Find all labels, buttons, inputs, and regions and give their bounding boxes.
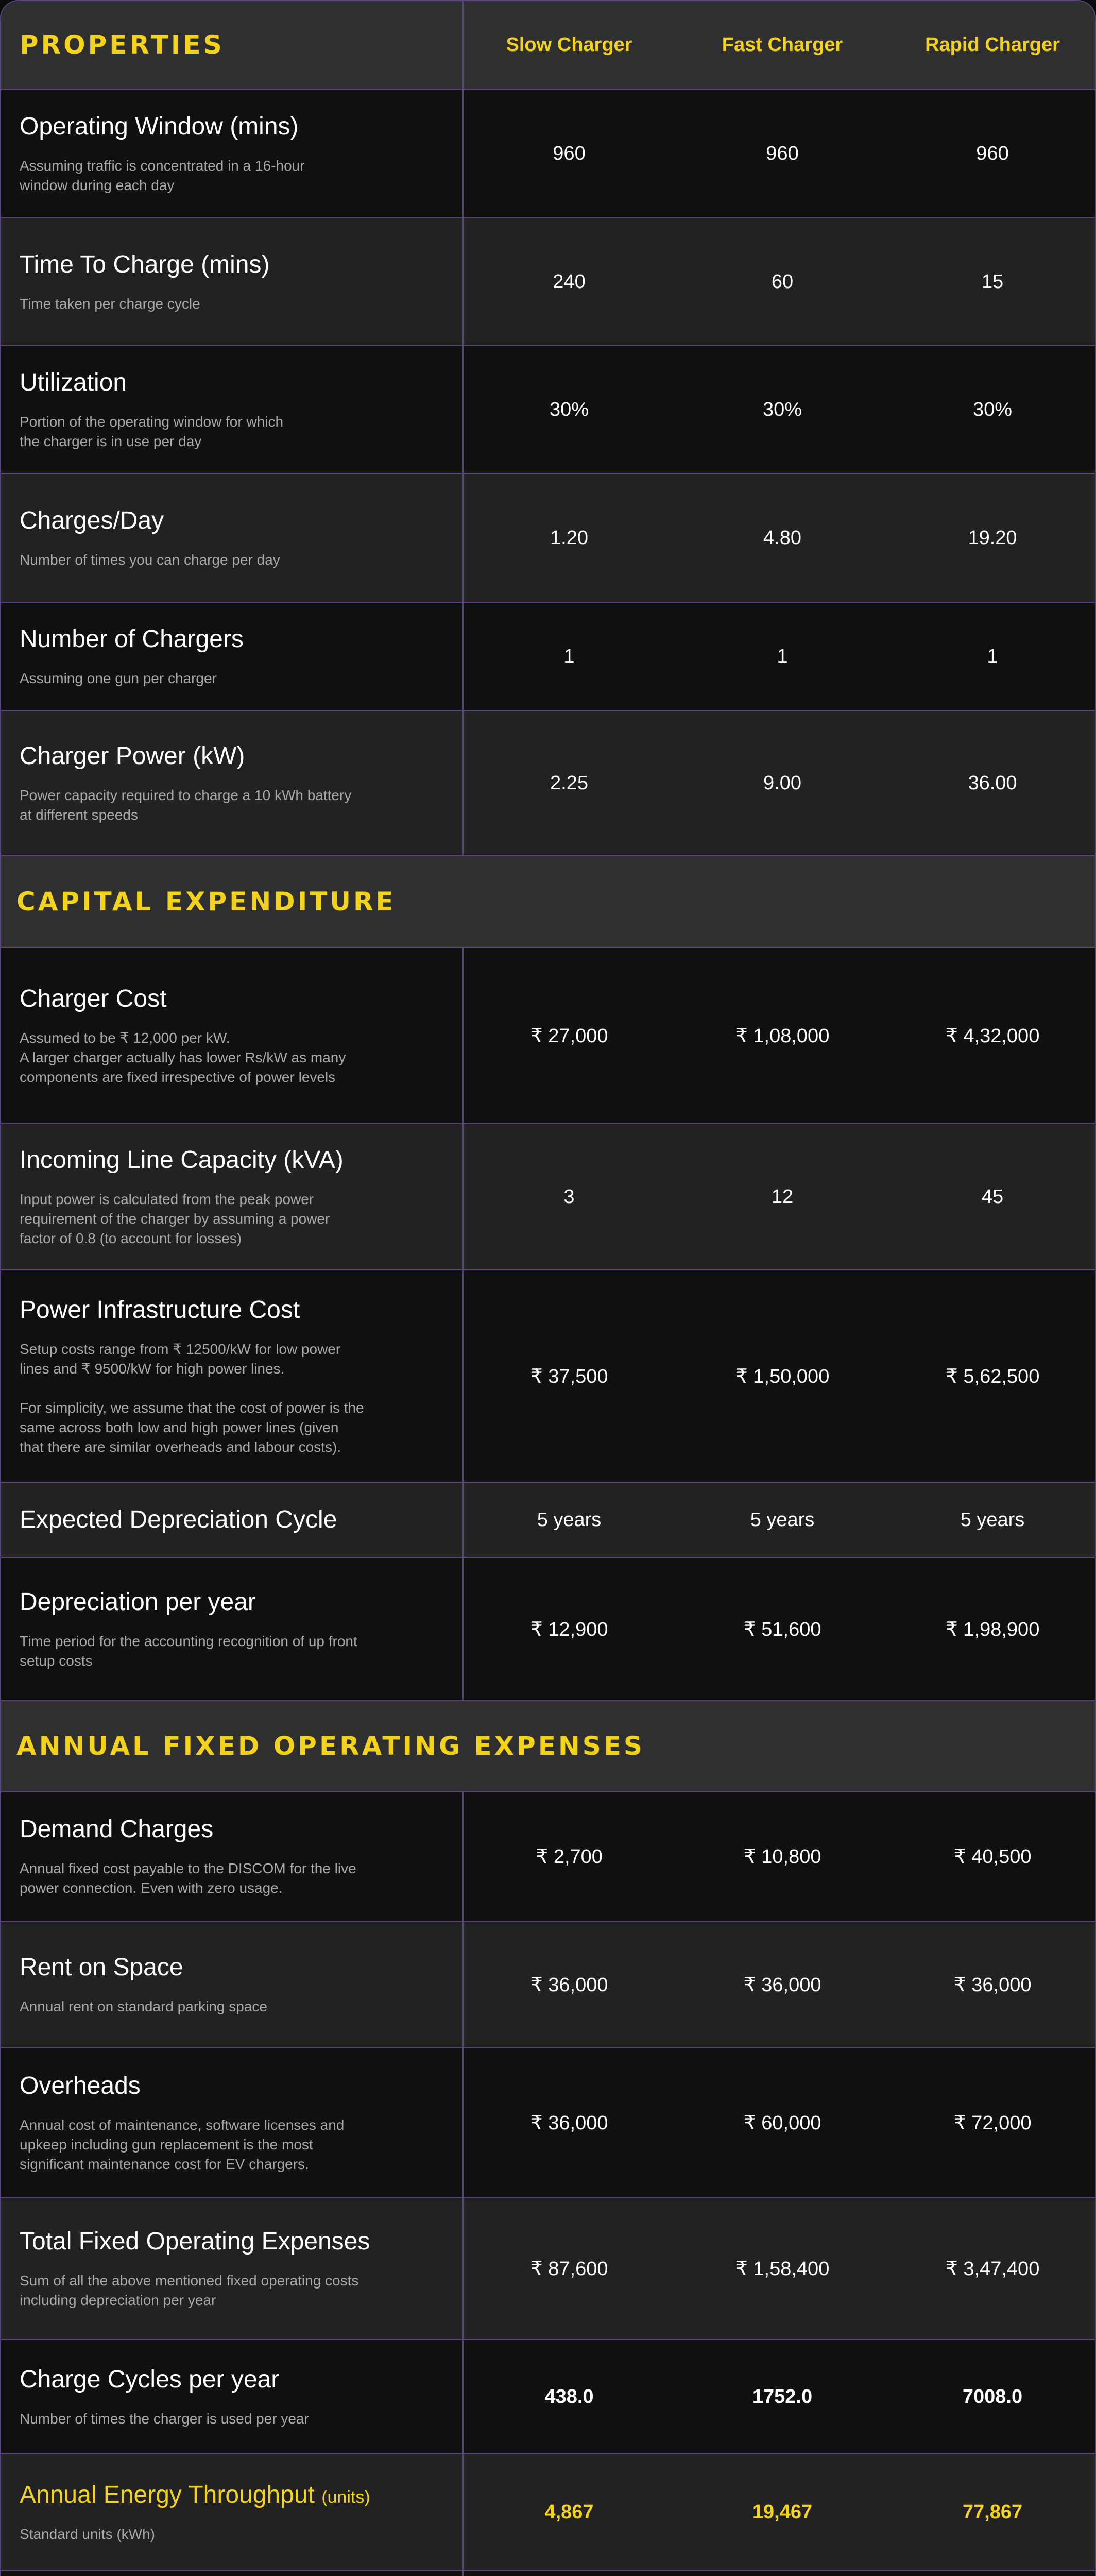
row-label: Number of Chargers — [20, 625, 244, 653]
value-slow: ₹ 36,000 — [530, 2112, 608, 2134]
table-row — [1, 1270, 1095, 1483]
table-row — [1, 2454, 1095, 2571]
value-slow: 4,867 — [544, 2501, 594, 2523]
value-fast: 60 — [771, 270, 794, 293]
table-row — [1, 603, 1095, 711]
value-slow: ₹ 12,900 — [530, 1618, 608, 1640]
value-rapid: 19.20 — [968, 527, 1017, 549]
col-slow-charger: Slow Charger — [506, 33, 632, 56]
row-label-text: Annual Energy Throughput — [20, 2481, 315, 2509]
value-rapid: ₹ 72,000 — [953, 2112, 1032, 2134]
row-label: Depreciation per year — [20, 1588, 256, 1616]
value-slow: 1.20 — [550, 527, 588, 549]
value-rapid: 7008.0 — [962, 2385, 1023, 2408]
value-rapid: 45 — [981, 1185, 1004, 1208]
row-desc: Annual rent on standard parking space — [20, 1998, 267, 2014]
row-label: Charger Cost — [20, 985, 167, 1013]
row-desc: Number of times you can charge per day — [20, 551, 280, 568]
value-fast: ₹ 51,600 — [743, 1618, 821, 1640]
value-fast: 1752.0 — [752, 2385, 813, 2408]
value-rapid: ₹ 3,47,400 — [945, 2258, 1040, 2280]
value-rapid: ₹ 1,98,900 — [945, 1618, 1040, 1640]
row-desc: Assumed to be ₹ 12,000 per kW. A larger charger actually has lower Rs/kW as many components are fixed irrespective of power levels — [20, 1029, 346, 1085]
table-row — [1, 1792, 1095, 1922]
row-desc: Portion of the operating window for which the charger is in use per day — [20, 413, 284, 449]
row-label-unit: (units) — [321, 2487, 370, 2507]
row-label: Power Infrastructure Cost — [20, 1296, 300, 1324]
value-slow: 3 — [563, 1185, 575, 1208]
value-slow: 5 years — [537, 1509, 602, 1531]
table-row — [1, 90, 1095, 218]
section-header-opex — [1, 1701, 1095, 1792]
value-fast: ₹ 1,58,400 — [735, 2258, 830, 2280]
table-row — [1, 2048, 1095, 2198]
row-desc: Annual fixed cost payable to the DISCOM for the live power connection. Even with zero usage. — [20, 1860, 356, 1896]
value-rapid: 960 — [976, 142, 1009, 164]
row-label: Total Fixed Operating Expenses — [20, 2228, 370, 2256]
row-desc: Number of times the charger is used per year — [20, 2410, 309, 2427]
capex-title: CAPITAL EXPENDITURE — [16, 887, 396, 917]
value-fast: ₹ 36,000 — [743, 1974, 821, 1996]
table-row — [1, 1124, 1095, 1270]
value-slow: ₹ 37,500 — [530, 1365, 608, 1387]
table-row — [1, 346, 1095, 474]
value-fast: 4.80 — [763, 527, 801, 549]
row-desc: Time period for the accounting recognition of up front setup costs — [20, 1633, 357, 1669]
row-label: Overheads — [20, 2072, 141, 2100]
table-row — [1, 2340, 1095, 2454]
row-label: Charger Power (kW) — [20, 742, 245, 770]
value-slow: ₹ 2,700 — [536, 1845, 603, 1868]
value-slow: 438.0 — [544, 2385, 594, 2408]
value-fast: 1 — [777, 645, 788, 667]
row-label: Incoming Line Capacity (kVA) — [20, 1146, 344, 1174]
value-slow — [464, 2571, 675, 2576]
value-fast: 5 years — [750, 1509, 815, 1531]
table-row — [1, 948, 1095, 1124]
value-fast — [675, 2571, 890, 2576]
value-rapid: ₹ 36,000 — [953, 1974, 1032, 1996]
table-row — [1, 218, 1095, 346]
row-label: Time To Charge (mins) — [20, 251, 270, 279]
row-label: Expected Depreciation Cycle — [20, 1506, 337, 1534]
value-rapid: 1 — [987, 645, 998, 667]
table-header — [1, 1, 1095, 90]
row-label: Operating Window (mins) — [20, 113, 299, 141]
col-rapid-charger: Rapid Charger — [925, 33, 1060, 56]
col-fast-charger: Fast Charger — [722, 33, 843, 56]
value-slow: ₹ 27,000 — [530, 1025, 608, 1047]
value-rapid: ₹ 40,500 — [953, 1845, 1032, 1868]
value-fast: ₹ 1,50,000 — [735, 1365, 830, 1387]
table-row — [1, 2571, 1095, 2576]
value-fast: 19,467 — [752, 2501, 813, 2523]
value-rapid: 36.00 — [968, 772, 1017, 794]
value-fast: ₹ 60,000 — [743, 2112, 821, 2134]
value-rapid: 15 — [981, 270, 1004, 293]
value-fast: 12 — [771, 1185, 794, 1208]
row-desc: Setup costs range from ₹ 12500/kW for low power lines and ₹ 9500/kW for high power lines. For simplicity, we assume that the cost of power is the same across both low and high power lines (given that there are similar overheads and labour costs). — [20, 1341, 364, 1455]
opex-title: ANNUAL FIXED OPERATING EXPENSES — [16, 1731, 645, 1761]
row-desc: Power capacity required to charge a 10 kWh battery at different speeds — [20, 787, 352, 823]
value-fast: 9.00 — [763, 772, 801, 794]
value-fast: ₹ 10,800 — [743, 1845, 821, 1868]
table-row — [1, 1558, 1095, 1701]
row-label: Rent on Space — [20, 1954, 183, 1981]
value-fast: ₹ 1,08,000 — [735, 1025, 830, 1047]
table-row — [1, 1922, 1095, 2048]
table-row — [1, 1483, 1095, 1558]
value-fast: 960 — [766, 142, 799, 164]
section-header-capex — [1, 856, 1095, 948]
row-label: Charges/Day — [20, 507, 164, 535]
value-rapid: ₹ 5,62,500 — [945, 1365, 1040, 1387]
table-row — [1, 474, 1095, 603]
value-rapid: 5 years — [960, 1509, 1025, 1531]
value-slow: ₹ 36,000 — [530, 1974, 608, 1996]
value-rapid: ₹ 4,32,000 — [945, 1025, 1040, 1047]
table-row — [1, 711, 1095, 856]
value-slow: 30% — [549, 398, 589, 420]
value-fast: 30% — [762, 398, 802, 420]
value-rapid: 30% — [972, 398, 1013, 420]
row-desc: Standard units (kWh) — [20, 2526, 155, 2542]
row-desc: Time taken per charge cycle — [20, 295, 200, 312]
row-desc: Sum of all the above mentioned fixed operating costs including depreciation per year — [20, 2272, 359, 2308]
row-label: Demand Charges — [20, 1816, 214, 1843]
value-slow: 960 — [553, 142, 586, 164]
value-slow: 240 — [553, 270, 586, 293]
value-slow: 2.25 — [550, 772, 588, 794]
value-slow: ₹ 87,600 — [530, 2258, 608, 2280]
properties-header-cell — [1, 1, 464, 89]
row-desc: Input power is calculated from the peak power requirement of the charger by assuming a power factor of 0.8 (to account for losses) — [20, 1191, 330, 1246]
row-label — [20, 2480, 443, 2510]
value-rapid — [890, 2571, 1095, 2576]
row-label: Charge Cycles per year — [20, 2366, 280, 2394]
value-rapid: 77,867 — [962, 2501, 1023, 2523]
row-label: Utilization — [20, 369, 127, 397]
table-row — [1, 2198, 1095, 2340]
properties-title: PROPERTIES — [20, 30, 225, 60]
value-slow: 1 — [563, 645, 575, 667]
row-desc: Assuming traffic is concentrated in a 16-hour window during each day — [20, 157, 305, 193]
row-desc: Annual cost of maintenance, software licenses and upkeep including gun replacement is the most significant maintenance cost for EV chargers. — [20, 2116, 345, 2172]
row-desc: Assuming one gun per charger — [20, 670, 217, 686]
